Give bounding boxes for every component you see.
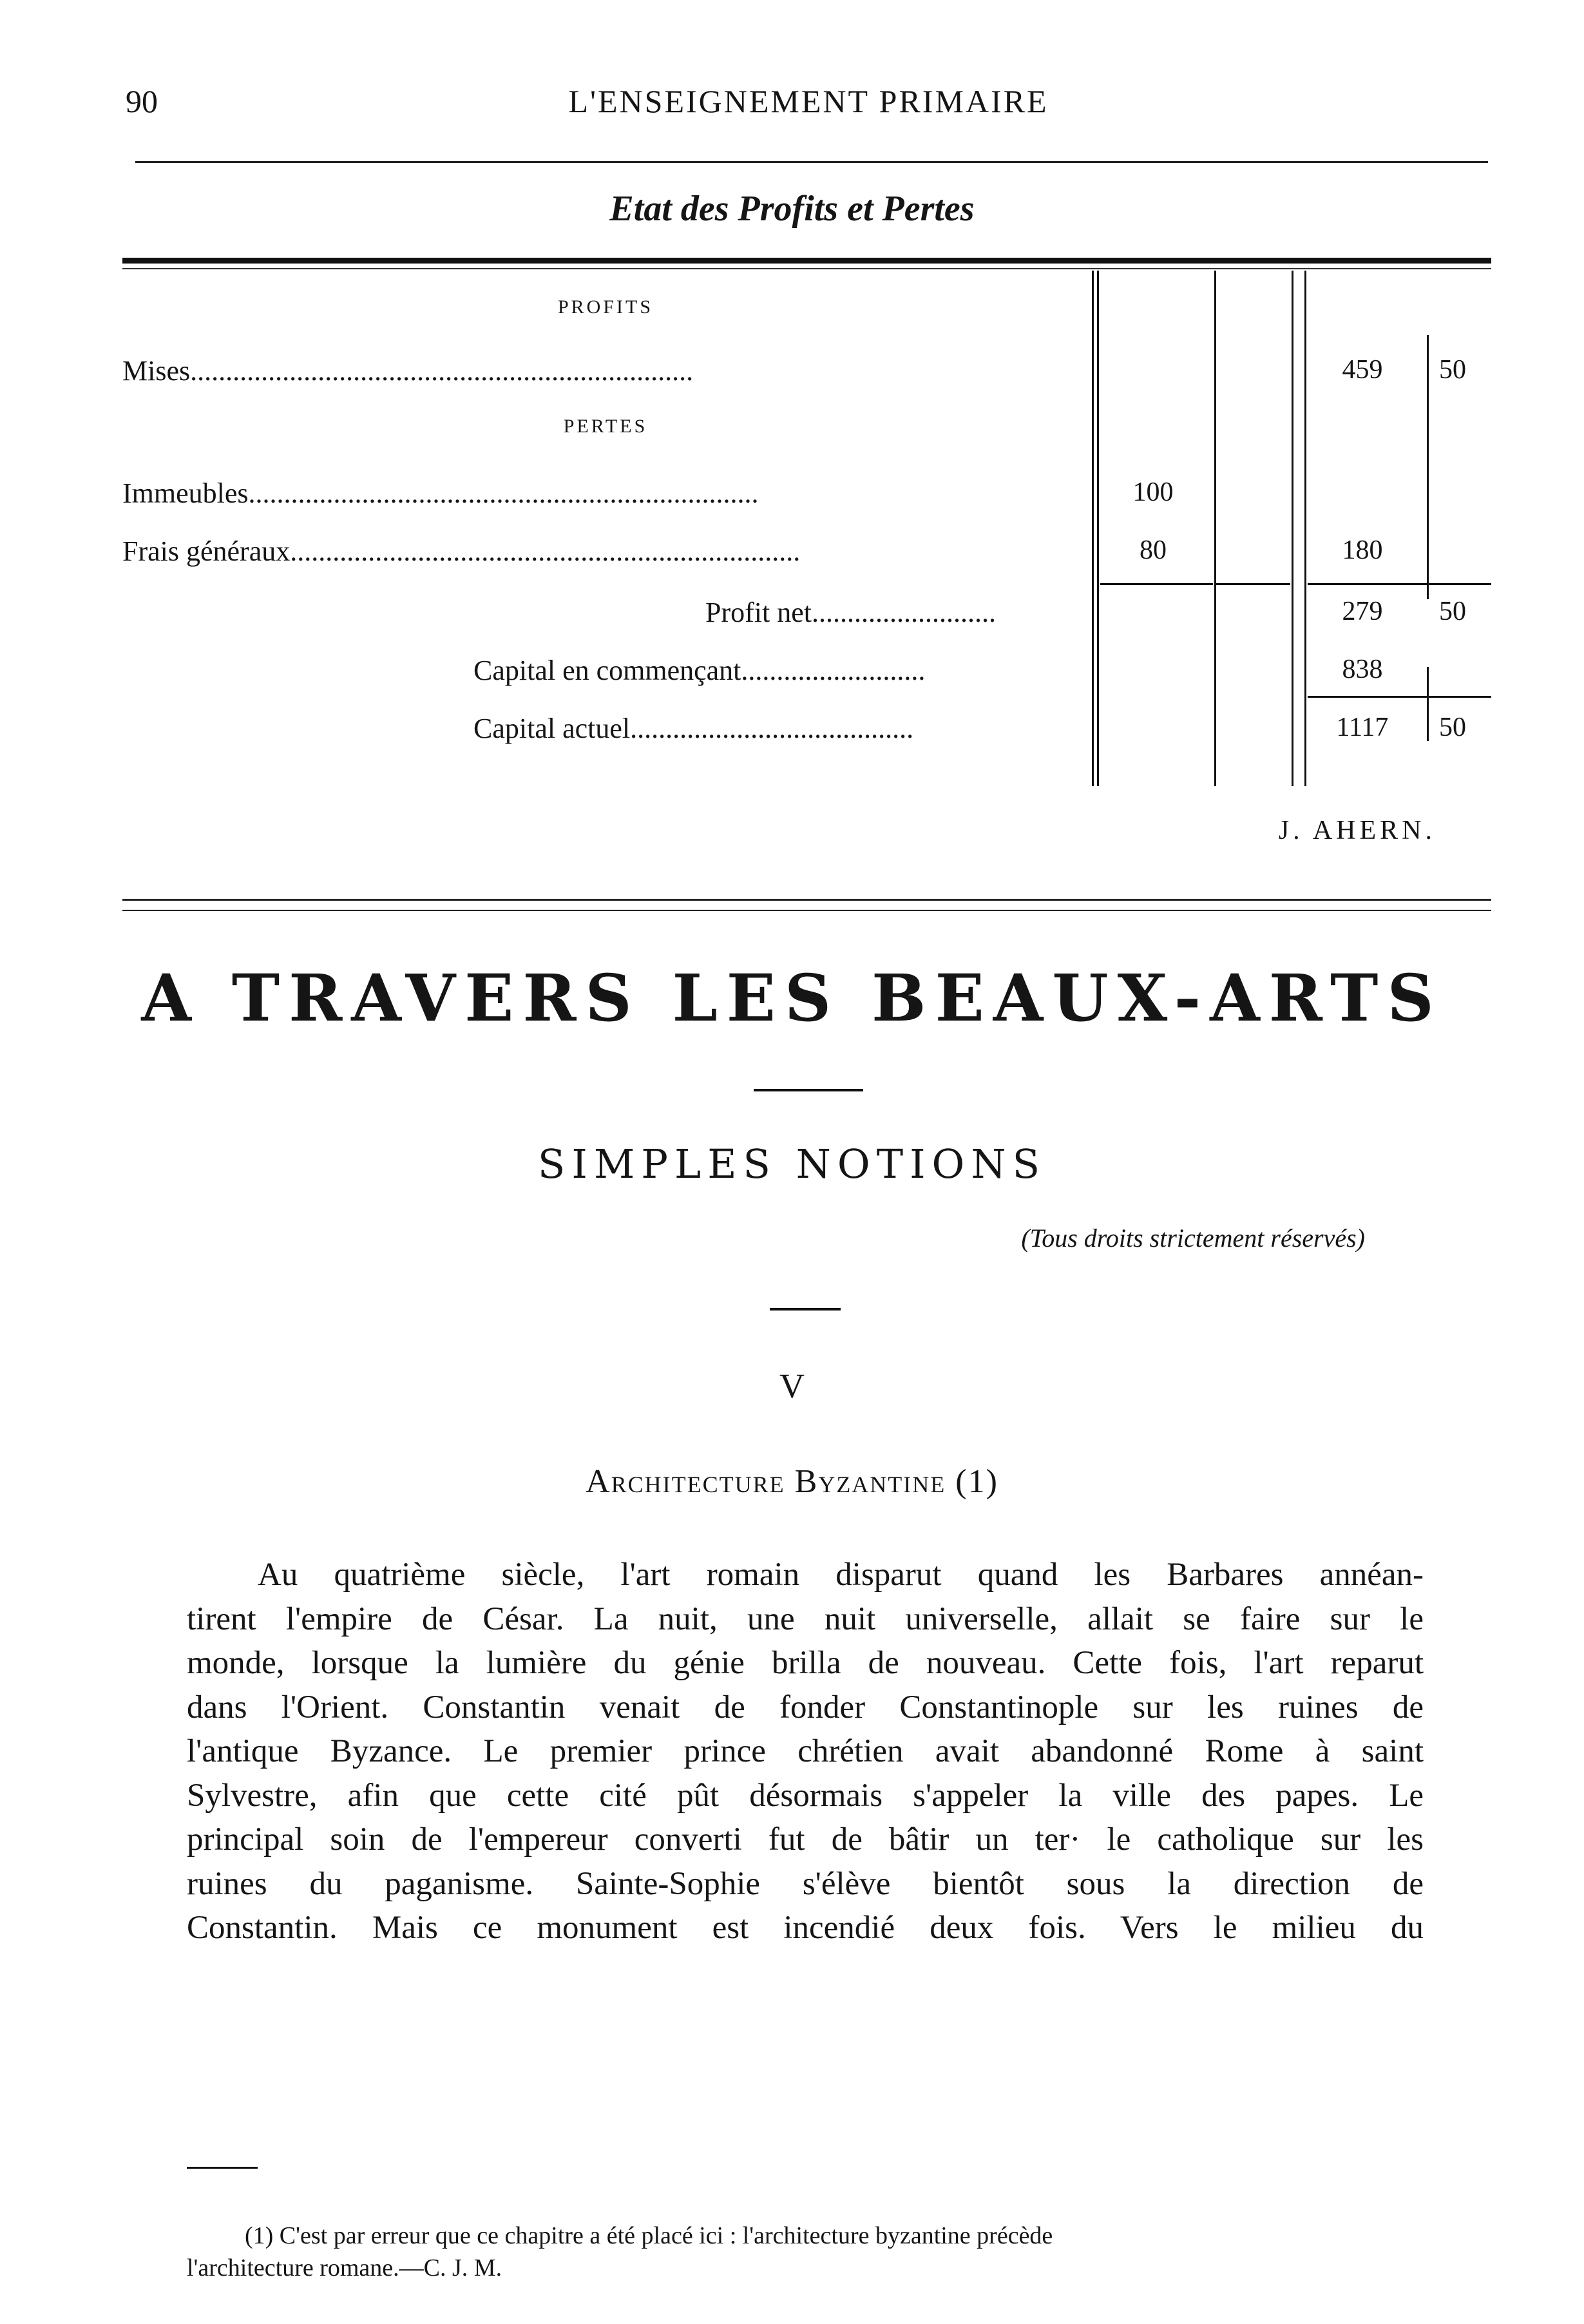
row-label: Profit net.......................... bbox=[705, 597, 996, 628]
row-amount: 838 bbox=[1342, 655, 1383, 684]
table-heading-profits: PROFITS bbox=[557, 296, 654, 318]
footnote bbox=[187, 2220, 1424, 2284]
row-label: Capital actuel........................................ bbox=[473, 713, 914, 744]
table-row-mises bbox=[122, 354, 1491, 399]
table-sum-rule bbox=[1100, 583, 1213, 585]
row-label: Mises....................................................................... bbox=[122, 355, 694, 387]
table-top-rule bbox=[122, 258, 1491, 264]
running-title: L'ENSEIGNEMENT PRIMAIRE bbox=[568, 83, 1049, 119]
short-rule bbox=[754, 1089, 863, 1091]
table-row-capital-commencant bbox=[122, 654, 1491, 699]
short-rule bbox=[770, 1308, 841, 1311]
footnote-line: l'architecture romane.—C. J. M. bbox=[187, 2254, 502, 2281]
body-line: principal soin de l'empereur converti fut de bâtir un ter· le catholique sur les bbox=[187, 1821, 1424, 1858]
table-column-divider bbox=[1292, 271, 1293, 786]
section-divider-thin bbox=[122, 910, 1491, 911]
body-line: monde, lorsque la lumière du génie brilla de nouveau. Cette fois, l'art reparut bbox=[187, 1645, 1424, 1681]
header-rule bbox=[135, 161, 1488, 163]
table-column-divider bbox=[1092, 271, 1094, 786]
chapter-number: V bbox=[779, 1367, 805, 1405]
footnote-rule bbox=[187, 2167, 258, 2169]
section-divider bbox=[122, 899, 1491, 901]
table-column-divider bbox=[1214, 271, 1216, 786]
table-sum-rule bbox=[1308, 583, 1491, 585]
row-cents: 50 bbox=[1439, 355, 1466, 385]
body-line: l'antique Byzance. Le premier prince chrétien avait abandonné Rome à saint bbox=[187, 1733, 1424, 1769]
page-number: 90 bbox=[126, 83, 158, 119]
section-subtitle: SIMPLES NOTIONS bbox=[537, 1140, 1047, 1187]
table-heading-pertes: PERTES bbox=[563, 416, 648, 437]
profit-loss-table bbox=[122, 258, 1491, 792]
footnote-line: (1) C'est par erreur que ce chapitre a été placé ici : l'architecture byzantine précède bbox=[245, 2222, 1053, 2249]
table-column-divider bbox=[1097, 271, 1099, 786]
row-amount: 1117 bbox=[1336, 713, 1389, 742]
row-label: Immeubles........................................................................ bbox=[122, 477, 759, 509]
table-column-divider bbox=[1304, 271, 1306, 786]
body-line: ruines du paganisme. Sainte-Sophie s'élève bientôt sous la direction de bbox=[187, 1865, 1424, 1902]
row-cents: 50 bbox=[1439, 597, 1466, 626]
row-amount: 459 bbox=[1342, 355, 1383, 385]
row-label: Capital en commençant.......................... bbox=[473, 655, 926, 686]
row-amount: 279 bbox=[1342, 597, 1383, 626]
table-sum-rule bbox=[1216, 583, 1290, 585]
table-row-profit-net bbox=[122, 596, 1491, 641]
row-total: 180 bbox=[1342, 535, 1383, 565]
row-amount: 80 bbox=[1140, 535, 1167, 565]
table-row-capital-actuel bbox=[122, 712, 1491, 757]
body-line: Constantin. Mais ce monument est incendié deux fois. Vers le milieu du bbox=[187, 1910, 1424, 1946]
running-header bbox=[126, 82, 1491, 134]
body-line: dans l'Orient. Constantin venait de fonder Constantinople sur les ruines de bbox=[187, 1689, 1424, 1725]
table-top-rule-thin bbox=[122, 268, 1491, 269]
body-line: tirent l'empire de César. La nuit, une nuit universelle, allait se faire sur le bbox=[187, 1600, 1424, 1637]
row-amount: 100 bbox=[1132, 477, 1174, 507]
body-line: Au quatrième siècle, l'art romain disparut quand les Barbares annéan- bbox=[258, 1557, 1424, 1593]
table-row-immeubles bbox=[122, 477, 1491, 522]
chapter-title: Architecture Byzantine (1) bbox=[586, 1463, 998, 1500]
section-title: A TRAVERS LES BEAUX-ARTS bbox=[141, 960, 1443, 1036]
signature: J. AHERN. bbox=[1278, 816, 1436, 845]
table-title: Etat des Profits et Pertes bbox=[609, 189, 975, 229]
row-label: Frais généraux........................................................................ bbox=[122, 535, 801, 567]
rights-notice: (Tous droits strictement réservés) bbox=[1021, 1224, 1365, 1253]
body-line: Sylvestre, afin que cette cité pût désormais s'appeler la ville des papes. Le bbox=[187, 1777, 1424, 1814]
body-paragraph bbox=[187, 1553, 1424, 1950]
table-row-frais bbox=[122, 535, 1491, 580]
row-cents: 50 bbox=[1439, 713, 1466, 742]
